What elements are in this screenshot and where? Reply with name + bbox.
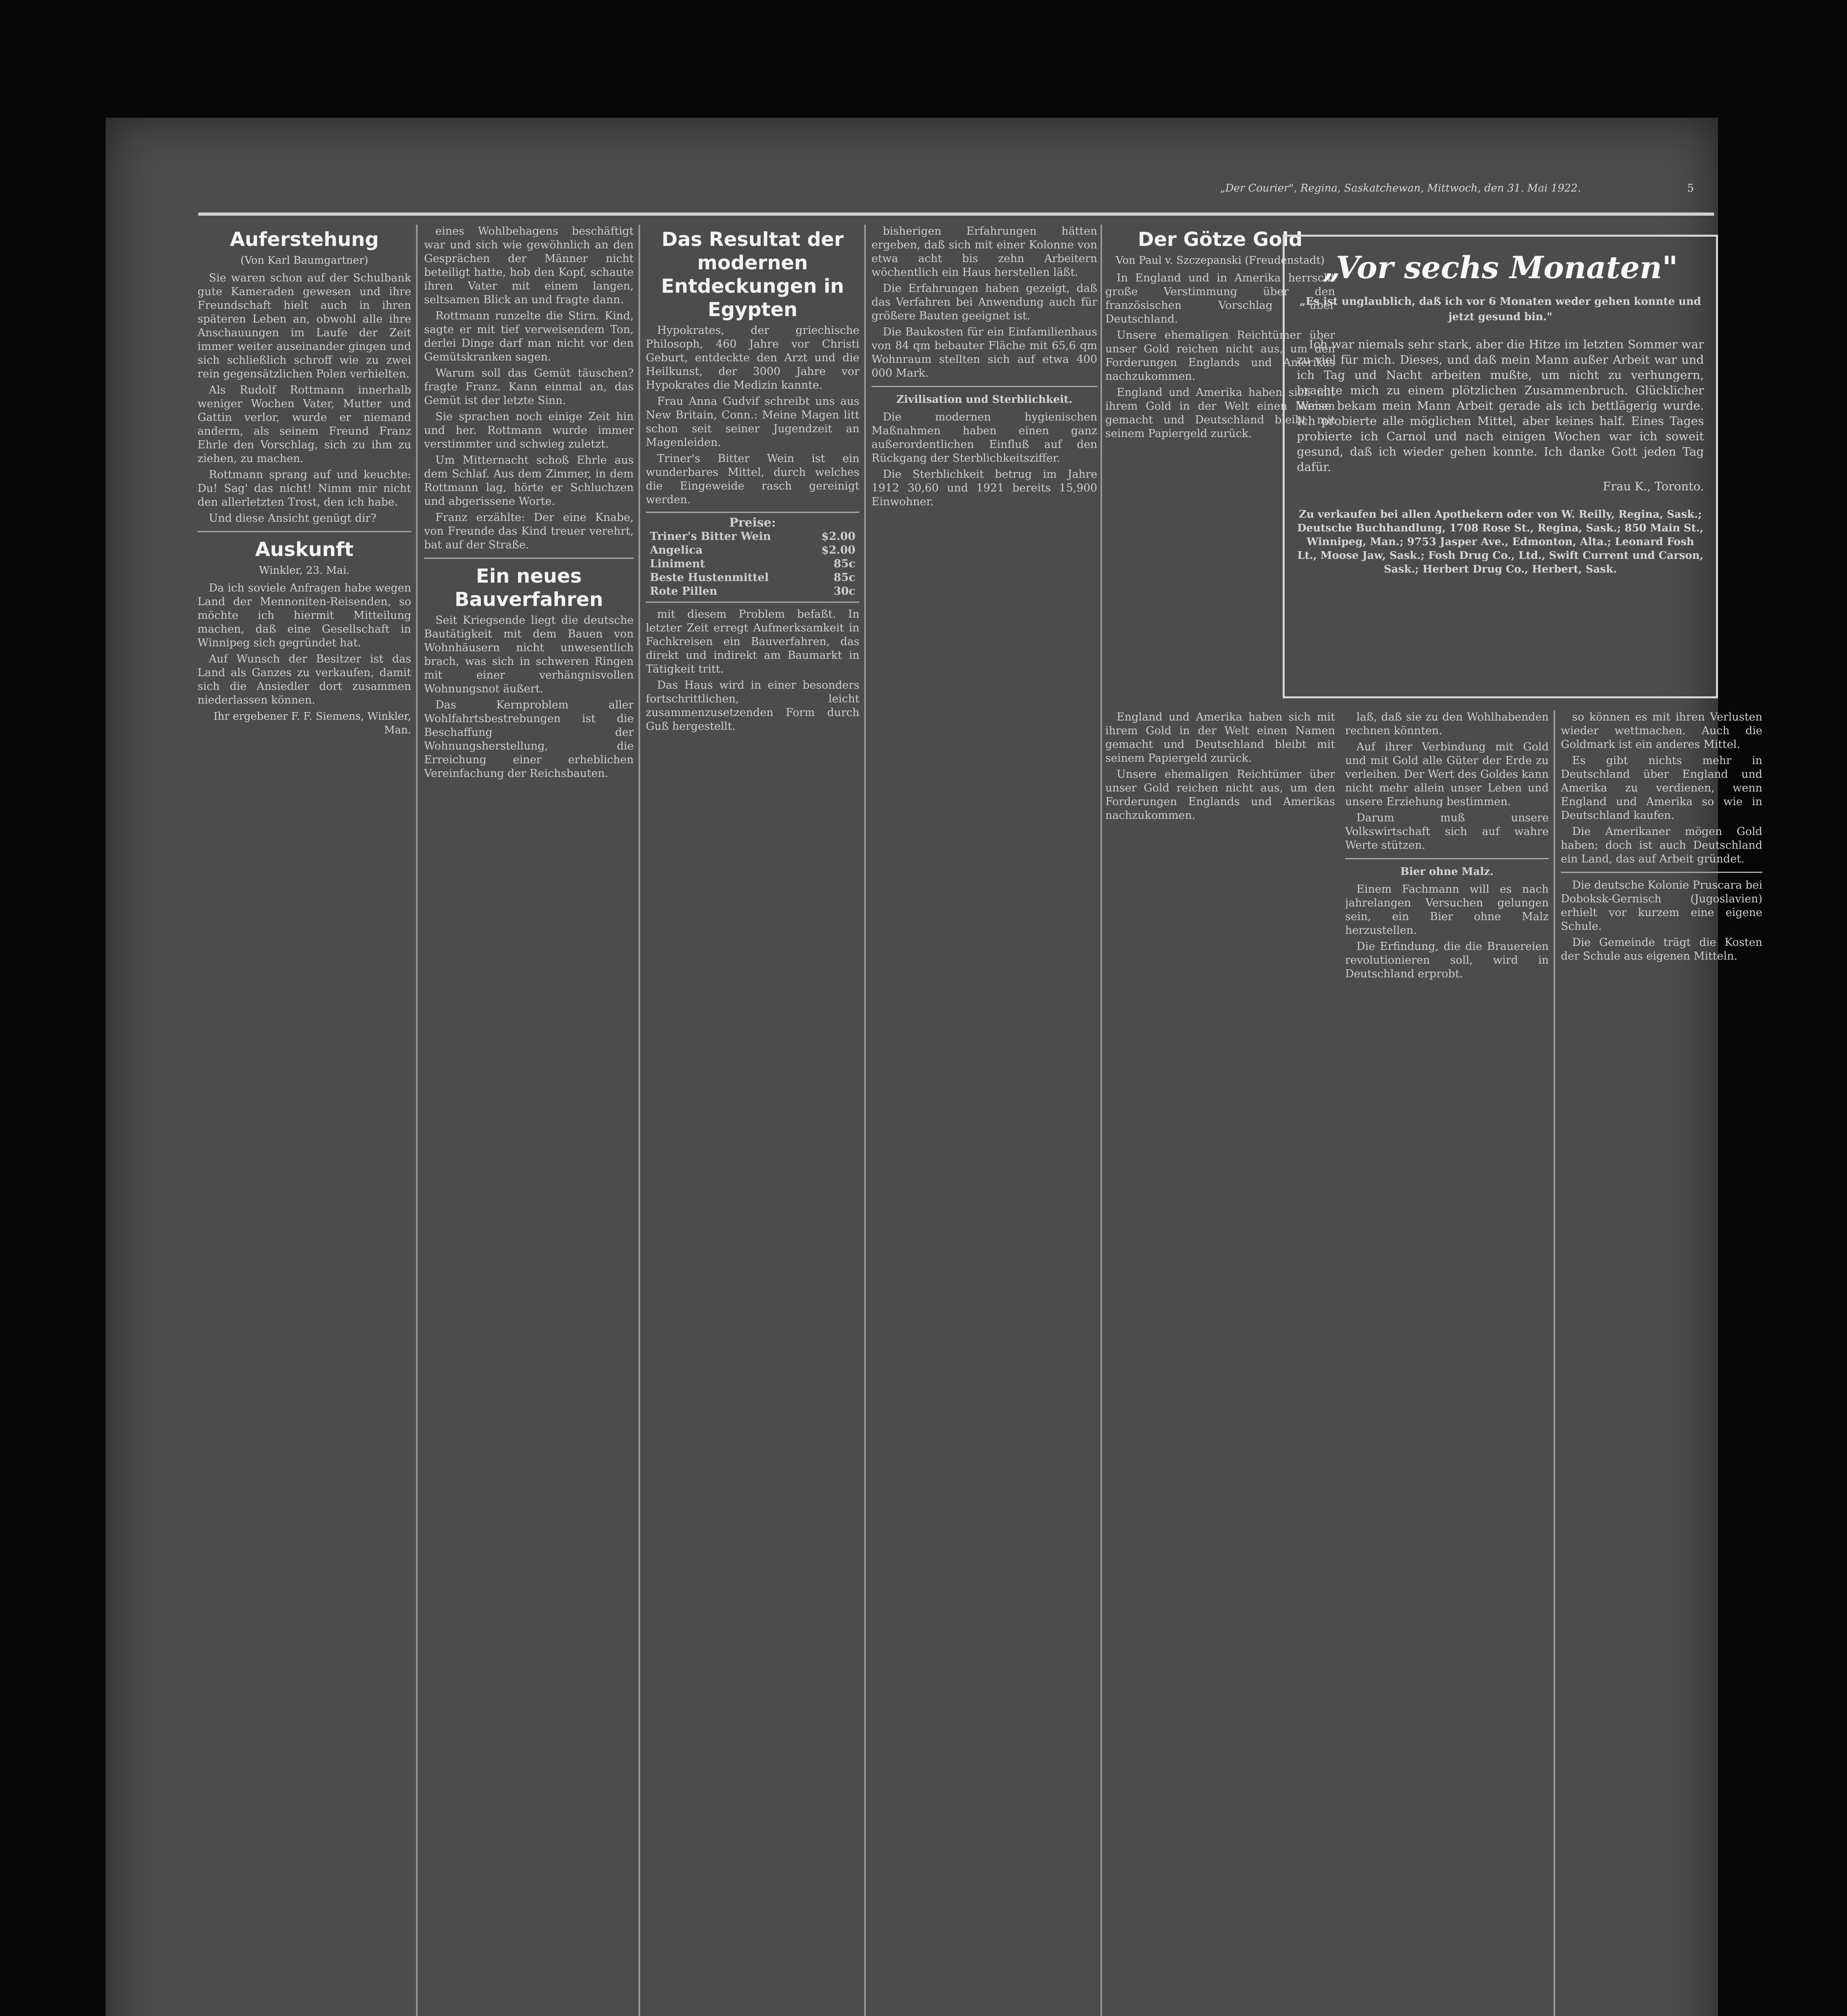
paragraph: Franz erzählte: Der eine Knabe, von Freunde das Kind treuer verehrt, bat auf der Straße. xyxy=(424,511,634,551)
carnol-advertisement xyxy=(1283,235,1718,698)
column-divider xyxy=(416,225,418,2016)
price-value: 30c xyxy=(833,585,855,598)
paragraph: In England und in Amerika herrscht große Verstimmung über den französischen Vorschlag über Deutschland. xyxy=(1105,272,1335,325)
price-list xyxy=(646,512,859,603)
price-label: Triner's Bitter Wein xyxy=(650,530,771,543)
running-title: „Der Courier", Regina, Saskatchewan, Mittwoch, den 31. Mai 1922. xyxy=(1220,182,1581,194)
ad-sales-notice: Zu verkaufen bei allen Apothekern oder von W. Reilly, Regina, Sask.; Deutsche Buchhandlung, 1708 Rose St., Regina, Sask.; 850 Main St., Winnipeg, Man.; 9753 Jasper Ave., Edmonton, Alta.; Leonard Fosh Lt., Moose Jaw, Sask.; Fosh Drug Co., Ltd., Swift Current und Carson, Sask.; Herbert Drug Co., Herbert, Sask. xyxy=(1297,508,1703,575)
paragraph: Die Baukosten für ein Einfamilienhaus von 84 qm bebauter Fläche mit 65,6 qm Wohnraum stellten sich auf etwa 400 000 Mark. xyxy=(872,326,1097,379)
paragraph: Um Mitternacht schoß Ehrle aus dem Schlaf. Aus dem Zimmer, in dem Rottmann lag, hörte er Schluchzen und abgerissene Worte. xyxy=(424,454,634,508)
price-row xyxy=(650,530,855,544)
section-rule xyxy=(1345,858,1549,859)
paragraph: Und diese Ansicht genügt dir? xyxy=(209,512,376,525)
column-divider xyxy=(864,225,866,2016)
column-1 xyxy=(198,225,411,2016)
paragraph: eines Wohlbehagens beschäftigt war und sich wie gewöhnlich an den Gesprächen der Männer nicht beteiligt hatte, hob den Kopf, schaute ihren Vater mit einem langen, seltsamen Blick an und fragte dann. xyxy=(424,225,634,306)
paragraph: Warum soll das Gemüt täuschen? fragte Franz. Kann einmal an, das Gemüt ist der letzte Sinn. xyxy=(424,367,634,407)
price-label: Angelica xyxy=(650,544,703,556)
paragraph: England und Amerika haben sich mit ihrem Gold in der Welt einen Namen gemacht und Deutschland bleibt mit seinem Papiergeld zurück. xyxy=(1105,386,1335,440)
header-rule xyxy=(198,212,1714,216)
price-value: $2.00 xyxy=(821,530,855,543)
paragraph: England und Amerika haben sich mit ihrem Gold in der Welt einen Namen gemacht und Deutschland bleibt mit seinem Papiergeld zurück. xyxy=(1105,711,1335,764)
section-rule xyxy=(1561,872,1762,873)
paragraph: Als Rudolf Rottmann innerhalb weniger Wochen Vater, Mutter und Gattin verlor, wurde er niemand anderm, als seinem Freund Franz Ehrle den Vorschlag, sich zu ihm zu ziehen, zu machen. xyxy=(198,384,411,465)
paragraph: Triner's Bitter Wein ist ein wunderbares Mittel, durch welches die Eingeweide rasch gereinigt werden. xyxy=(646,452,859,506)
paragraph: Unsere ehemaligen Reichtümer über unser Gold reichen nicht aus, um den Forderungen Englands und Amerikas nachzukommen. xyxy=(1105,329,1335,383)
price-row xyxy=(650,544,855,557)
paragraph: Rottmann sprang auf und keuchte: Du! Sag' das nicht! Nimm mir nicht den allerletzten Trost, den ich habe. xyxy=(198,469,411,508)
paragraph: Die Erfahrungen haben gezeigt, daß das Verfahren bei Anwendung auch für größere Bauten geeignet ist. xyxy=(872,282,1097,322)
paragraph: Hypokrates, der griechische Philosoph, 460 Jahre vor Christi Geburt, entdeckte den Arzt und die Heilkunst, der 3000 Jahre vor Hypokrates die Medizin kannte. xyxy=(646,324,859,392)
paragraph: Die Sterblichkeit betrug im Jahre 1912 30,60 und 1921 bereits 15,900 Einwohner. xyxy=(872,468,1097,508)
column-4 xyxy=(872,225,1097,2016)
paragraph: so können es mit ihren Verlusten wieder wettmachen. Auch die Goldmark ist ein anderes Mittel. xyxy=(1561,711,1762,751)
paragraph: Die Amerikaner mögen Gold haben; doch ist auch Deutschland ein Land, das auf Arbeit gründet. xyxy=(1561,825,1762,865)
article-title: Bier ohne Malz. xyxy=(1400,866,1494,878)
column-divider xyxy=(1100,225,1102,2016)
column-2 xyxy=(424,225,634,2016)
article-byline: (Von Karl Baumgartner) xyxy=(240,254,368,267)
paragraph: Unsere ehemaligen Reichtümer über unser Gold reichen nicht aus, um den Forderungen Englands und Amerikas nachzukommen. xyxy=(1105,768,1335,822)
article-title: Zivilisation und Sterblichkeit. xyxy=(896,394,1073,406)
page-number: 5 xyxy=(1687,182,1694,194)
paragraph: Auf ihrer Verbindung mit Gold und mit Gold alle Güter der Erde zu verleihen. Der Wert des Goldes kann nicht mehr allein unser Leben und unsere Erziehung bestimmen. xyxy=(1345,741,1549,808)
paragraph: Das Haus wird in einer besonders fortschrittlichen, leicht zusammenzusetzenden Form durch Guß hergestellt. xyxy=(646,679,859,733)
price-value: 85c xyxy=(833,558,855,570)
page-header xyxy=(194,178,1702,206)
paragraph: Rottmann runzelte die Stirn. Kind, sagte er mit tief verweisendem Ton, derlei Dinge darf man nicht vor den Gemütskranken sagen. xyxy=(424,310,634,363)
paragraph: bisherigen Erfahrungen hätten ergeben, daß sich mit einer Kolonne von etwa acht bis zehn Arbeitern wöchentlich ein Haus herstellen läßt. xyxy=(872,225,1097,279)
article-title: Auferstehung xyxy=(230,228,379,251)
price-label: Beste Hustenmittel xyxy=(650,571,769,584)
newspaper-page xyxy=(106,118,1762,2016)
column-divider xyxy=(639,225,640,2016)
ad-title: „Vor sechs Monaten" xyxy=(1323,250,1678,285)
price-value: 85c xyxy=(833,571,855,584)
paragraph: Sie waren schon auf der Schulbank gute Kameraden gewesen und ihre Freundschaft hielt auch in ihren späteren Leben an, obwohl alle ihre Anschauungen im Laufe der Zeit immer weiter auseinander gingen und sich schließlich schroff wie zu zwei rein gegensätzlichen Polen verhielten. xyxy=(198,272,411,380)
paragraph: Auf Wunsch der Besitzer ist das Land als Ganzes zu verkaufen, damit sich die Ansiedler dort zusammen niederlassen können. xyxy=(198,653,411,706)
ad-text: Ich war niemals sehr stark, aber die Hitze im letzten Sommer war zu viel für mich. Dieses, und daß mein Mann außer Arbeit war und ich Tag und Nacht arbeiten mußte, um nicht zu verhungern, brachte mich zu einem plötzlichen Zusammenbruch. Glücklicher Weise bekam mein Mann Arbeit gerade als ich bettlägerig wurde. Ich probierte alle möglichen Mittel, aber keines half. Eines Tages probierte ich Carnol und nach einigen Wochen war ich soweit gesund, daß ich wieder gehen konnte. Ich danke Gott jeden Tag dafür. xyxy=(1297,337,1704,474)
paragraph: Sie sprachen noch einige Zeit hin und her. Rottmann wurde immer verstimmter und schwieg zuletzt. xyxy=(424,410,634,450)
dateline: Winkler, 23. Mai. xyxy=(259,564,350,577)
section-rule xyxy=(424,558,634,559)
section-rule xyxy=(198,531,411,532)
price-row xyxy=(650,585,855,598)
paragraph: Die deutsche Kolonie Pruscara bei Doboksk-Gernisch (Jugoslavien) erhielt vor kurzem eine eigene Schule. xyxy=(1561,879,1762,933)
price-value: $2.00 xyxy=(821,544,855,556)
article-title: Auskunft xyxy=(255,538,354,561)
article-byline: Von Paul v. Szczepanski (Freudenstadt) xyxy=(1115,254,1325,267)
paragraph: Frau Anna Gudvif schreibt uns aus New Britain, Conn.: Meine Magen litt schon seit seiner Jugendzeit an Magenleiden. xyxy=(646,395,859,449)
section-rule xyxy=(872,386,1097,387)
paragraph: laß, daß sie zu den Wohlhabenden rechnen könnten. xyxy=(1345,711,1549,737)
column-divider xyxy=(1554,710,1555,2016)
article-title: Der Götze Gold xyxy=(1138,228,1303,251)
paragraph: Einem Fachmann will es nach jahrelangen Versuchen gelungen sein, ein Bier ohne Malz herzustellen. xyxy=(1345,883,1549,937)
paragraph: mit diesem Problem befaßt. In letzter Zeit erregt Aufmerksamkeit in Fachkreisen ein Bauverfahren, das direkt und indirekt am Baumarkt in Tätigkeit tritt. xyxy=(646,608,859,675)
paragraph: Darum muß unsere Volkswirtschaft sich auf wahre Werte stützen. xyxy=(1345,812,1549,852)
column-6 xyxy=(1345,710,1549,2016)
price-label: Rote Pillen xyxy=(650,585,718,598)
signature: Ihr ergebener F. F. Siemens, Winkler, Man. xyxy=(213,710,411,736)
price-row xyxy=(650,557,855,571)
price-list-heading: Preise: xyxy=(729,516,776,530)
article-title: Das Resultat der modernen Entdeckungen in Egypten xyxy=(661,228,844,321)
ad-lead: „Es ist unglaublich, daß ich vor 6 Monaten weder gehen konnte und jetzt gesund bin." xyxy=(1300,296,1701,323)
paragraph: Es gibt nichts mehr in Deutschland über England und Amerika zu verdienen, wenn England und Amerika so wie in Deutschland kaufen. xyxy=(1561,754,1762,822)
article-title: Ein neues Bauverfahren xyxy=(454,565,603,611)
price-row xyxy=(650,571,855,585)
paragraph: Die Gemeinde trägt die Kosten der Schule aus eigenen Mitteln. xyxy=(1561,936,1762,962)
price-label: Liniment xyxy=(650,558,705,570)
paragraph: Da ich soviele Anfragen habe wegen Land der Mennoniten-Reisenden, so möchte ich hiermit Mitteilung machen, daß eine Gesellschaft in Winnipeg sich gegründet hat. xyxy=(198,582,411,649)
paragraph: Das Kernproblem aller Wohlfahrtsbestrebungen ist die Beschaffung der Wohnungsherstellung, die Erreichung einer erheblichen Vereinfachung der Reichsbauten. xyxy=(424,699,634,780)
paragraph: Seit Kriegsende liegt die deutsche Bautätigkeit mit dem Bauen von Wohnhäusern nicht unwesentlich brach, was sich in schweren Ringen mit einer verhängnisvollen Wohnungsnot äußert. xyxy=(424,614,634,695)
ad-signature: Frau K., Toronto. xyxy=(1603,479,1704,493)
column-3 xyxy=(646,225,859,2016)
paragraph: Die modernen hygienischen Maßnahmen haben einen ganz außerordentlichen Einfluß auf den Rückgang der Sterblichkeitsziffer. xyxy=(872,411,1097,464)
column-5-continued xyxy=(1105,710,1335,2016)
paragraph: Die Erfindung, die die Brauereien revolutionieren soll, wird in Deutschland erprobt. xyxy=(1345,940,1549,980)
column-7 xyxy=(1561,710,1762,2016)
